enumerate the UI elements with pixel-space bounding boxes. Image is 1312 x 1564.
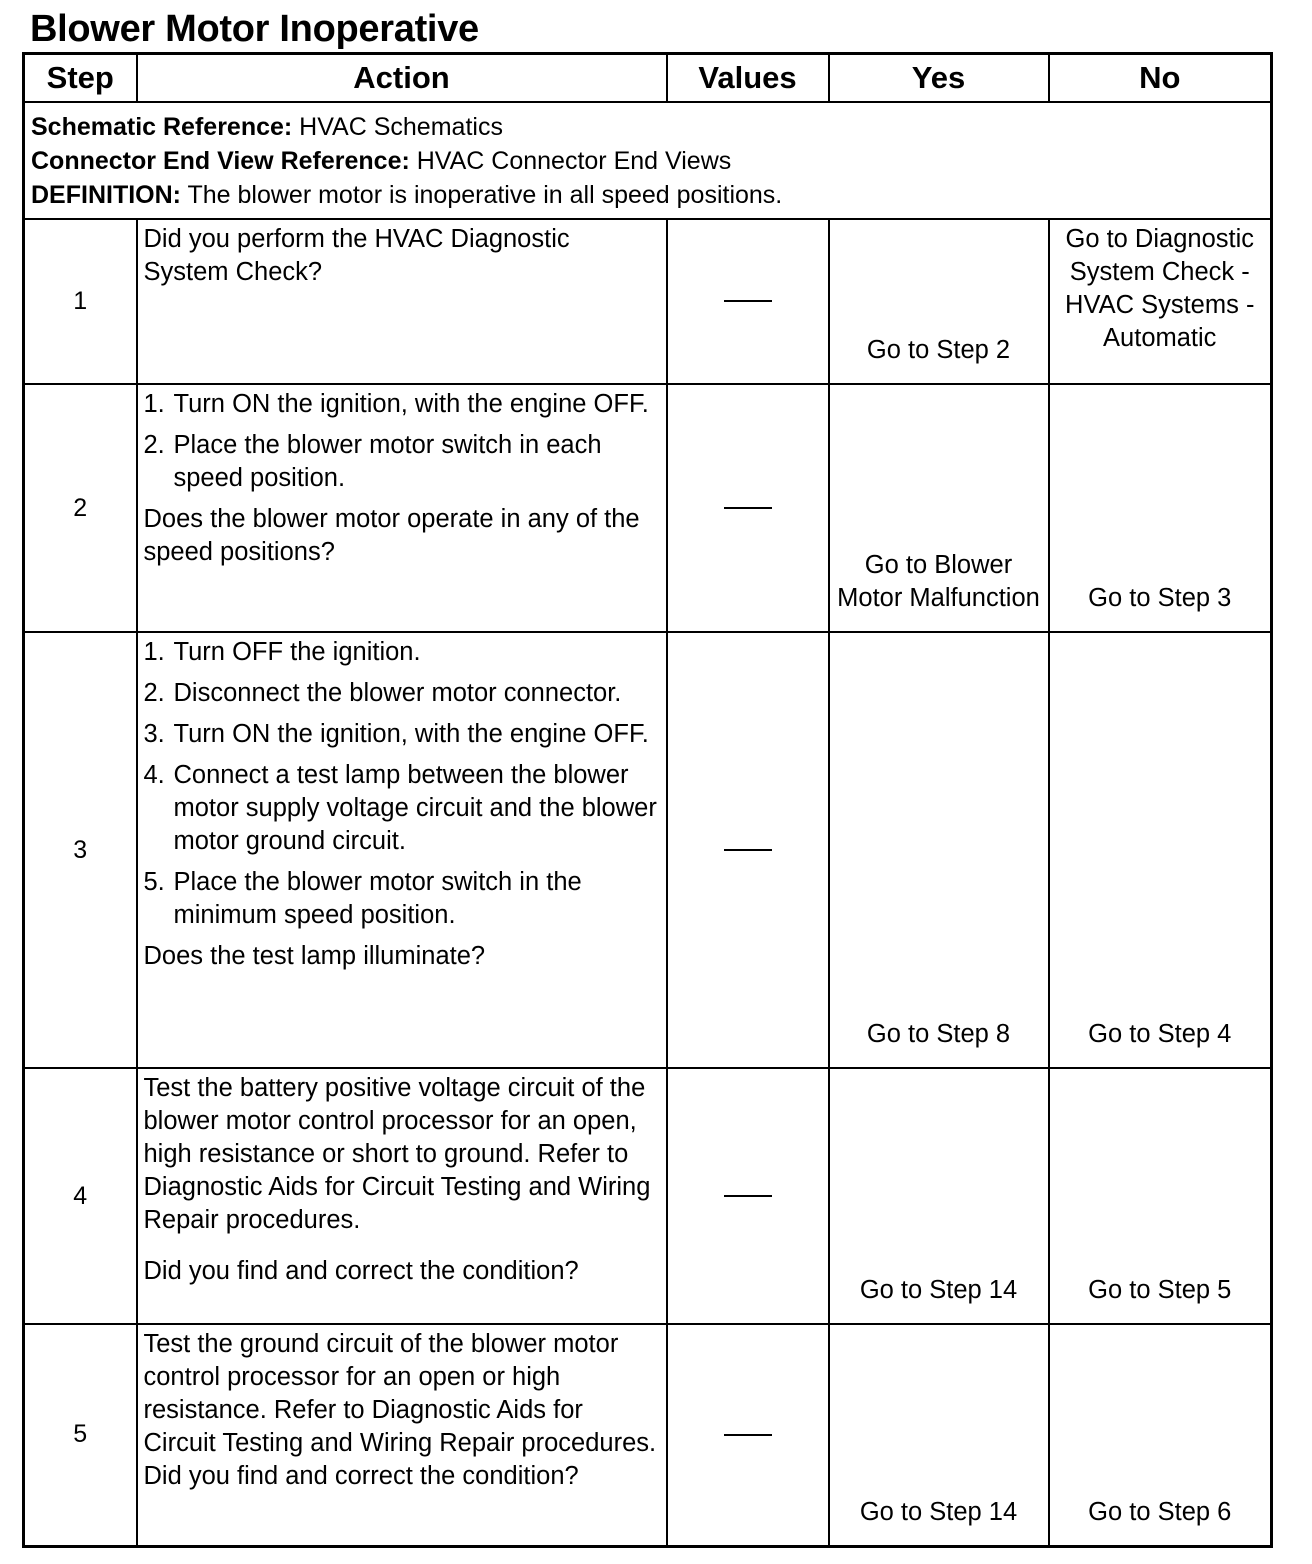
action-cell bbox=[137, 384, 667, 632]
list-item bbox=[144, 429, 660, 495]
no-cell: Go to Step 5 bbox=[1049, 1068, 1272, 1324]
item-number: 1. bbox=[143, 390, 165, 418]
item-number: 2. bbox=[143, 679, 165, 707]
action-text: Test the ground circuit of the blower motor control processor for an open or high resistance. Refer to Diagnostic Aids for Circuit Testing and Wiring Repair procedures. bbox=[143, 1330, 657, 1457]
no-cell: Go to Step 4 bbox=[1049, 632, 1272, 1068]
item-text: Turn ON the ignition, with the engine OFF. bbox=[173, 720, 649, 748]
connector-value: HVAC Connector End Views bbox=[409, 147, 732, 175]
action-list bbox=[144, 388, 660, 495]
item-number: 4. bbox=[143, 761, 165, 789]
values-cell bbox=[667, 1068, 829, 1324]
definition-value: The blower motor is inoperative in all speed positions. bbox=[181, 181, 783, 209]
connector-label: Connector End View Reference: bbox=[31, 147, 410, 175]
item-text: Connect a test lamp between the blower motor supply voltage circuit and the blower motor ground circuit. bbox=[173, 761, 657, 855]
action-cell bbox=[137, 632, 667, 1068]
table-row bbox=[24, 384, 1272, 632]
values-cell bbox=[667, 384, 829, 632]
action-question: Did you find and correct the condition? bbox=[143, 1462, 579, 1490]
action-text: Did you perform the HVAC Diagnostic System Check? bbox=[143, 225, 570, 286]
yes-cell: Go to Step 8 bbox=[829, 632, 1049, 1068]
item-text: Place the blower motor switch in the minimum speed position. bbox=[173, 868, 582, 929]
reference-cell bbox=[24, 102, 1272, 219]
definition bbox=[31, 178, 1264, 212]
list-item bbox=[144, 759, 660, 858]
list-item bbox=[144, 677, 660, 710]
list-item bbox=[144, 718, 660, 751]
item-text: Turn OFF the ignition. bbox=[173, 638, 421, 666]
header-step: Step bbox=[24, 54, 137, 103]
yes-cell: Go to Step 2 bbox=[829, 219, 1049, 384]
action-question: Does the test lamp illuminate? bbox=[143, 942, 486, 970]
step-number: 1 bbox=[24, 219, 137, 384]
table-row bbox=[24, 632, 1272, 1068]
dash-icon bbox=[724, 300, 772, 302]
item-text: Disconnect the blower motor connector. bbox=[173, 679, 622, 707]
step-number: 3 bbox=[24, 632, 137, 1068]
header-values: Values bbox=[667, 54, 829, 103]
yes-cell: Go to Step 14 bbox=[829, 1068, 1049, 1324]
table-row bbox=[24, 1324, 1272, 1546]
page-title: Blower Motor Inoperative bbox=[30, 8, 479, 50]
table-row bbox=[24, 1068, 1272, 1324]
list-item bbox=[144, 866, 660, 932]
action-question: Did you find and correct the condition? bbox=[143, 1257, 579, 1285]
definition-label: DEFINITION: bbox=[31, 181, 181, 209]
action-cell bbox=[137, 219, 667, 384]
diagnostic-table bbox=[22, 52, 1273, 1548]
header-yes: Yes bbox=[829, 54, 1049, 103]
dash-icon bbox=[724, 849, 772, 851]
step-number: 5 bbox=[24, 1324, 137, 1546]
header-row bbox=[24, 54, 1272, 103]
values-cell bbox=[667, 1324, 829, 1546]
dash-icon bbox=[724, 1195, 772, 1197]
item-number: 3. bbox=[143, 720, 165, 748]
item-text: Turn ON the ignition, with the engine OFF. bbox=[173, 390, 649, 418]
header-no: No bbox=[1049, 54, 1272, 103]
connector-reference bbox=[31, 144, 1264, 178]
action-text: Test the battery positive voltage circuit of the blower motor control processor for an open, high resistance or short to ground. Refer to Diagnostic Aids for Circuit Testing and Wiring Repair procedures. bbox=[143, 1074, 651, 1234]
item-number: 1. bbox=[143, 638, 165, 666]
header-action: Action bbox=[137, 54, 667, 103]
item-number: 5. bbox=[143, 868, 165, 896]
action-cell bbox=[137, 1324, 667, 1546]
values-cell bbox=[667, 219, 829, 384]
table-row bbox=[24, 219, 1272, 384]
item-text: Place the blower motor switch in each speed position. bbox=[173, 431, 602, 492]
action-question: Does the blower motor operate in any of the speed positions? bbox=[143, 505, 640, 566]
yes-cell: Go to Step 14 bbox=[829, 1324, 1049, 1546]
no-cell: Go to Step 6 bbox=[1049, 1324, 1272, 1546]
list-item bbox=[144, 636, 660, 669]
no-cell: Go to Diagnostic System Check - HVAC Systems - Automatic bbox=[1049, 219, 1272, 384]
action-cell bbox=[137, 1068, 667, 1324]
list-item bbox=[144, 388, 660, 421]
yes-cell: Go to Blower Motor Malfunction bbox=[829, 384, 1049, 632]
schematic-value: HVAC Schematics bbox=[292, 113, 503, 141]
reference-row bbox=[24, 102, 1272, 219]
item-number: 2. bbox=[143, 431, 165, 459]
step-number: 2 bbox=[24, 384, 137, 632]
step-number: 4 bbox=[24, 1068, 137, 1324]
dash-icon bbox=[724, 507, 772, 509]
dash-icon bbox=[724, 1434, 772, 1436]
action-list bbox=[144, 636, 660, 932]
no-cell: Go to Step 3 bbox=[1049, 384, 1272, 632]
values-cell bbox=[667, 632, 829, 1068]
schematic-label: Schematic Reference: bbox=[31, 113, 293, 141]
schematic-reference bbox=[31, 110, 1264, 144]
